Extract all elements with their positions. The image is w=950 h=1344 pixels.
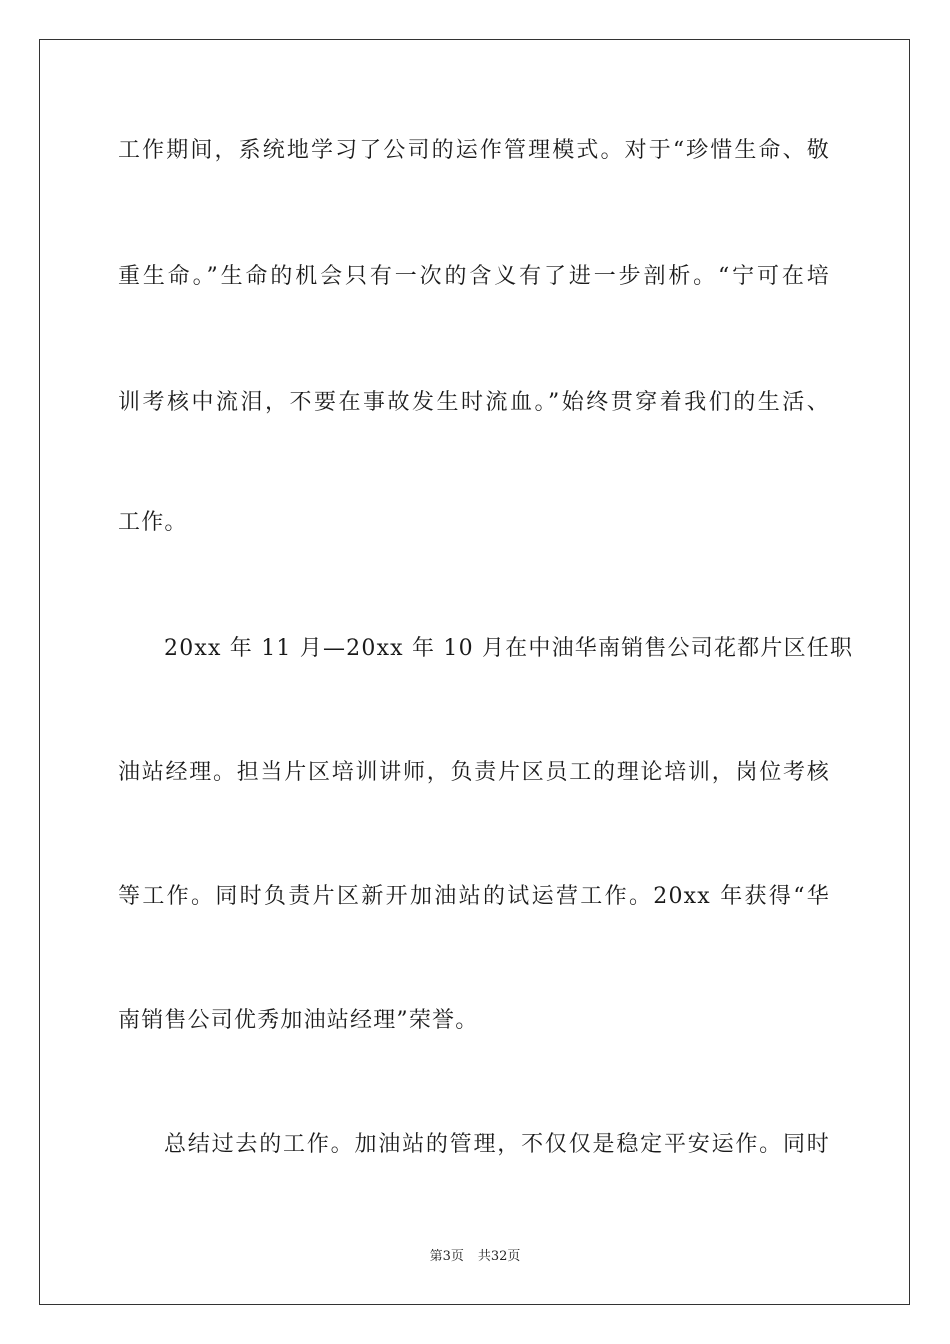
body-line-5: 20xx 年 11 月—20xx 年 10 月在中油华南销售公司花都片区任职 bbox=[164, 636, 854, 661]
body-line-2: 重生命。”生命的机会只有一次的含义有了进一步剖析。“宁可在培 bbox=[118, 264, 830, 289]
body-line-3: 训考核中流泪，不要在事故发生时流血。”始终贯穿着我们的生活、 bbox=[118, 390, 830, 415]
page-footer bbox=[0, 1248, 950, 1266]
body-line-4: 工作。 bbox=[118, 510, 188, 535]
body-line-8: 南销售公司优秀加油站经理”荣誉。 bbox=[118, 1008, 479, 1033]
page-number: 第3页 bbox=[429, 1249, 464, 1264]
body-line-6: 油站经理。担当片区培训讲师，负责片区员工的理论培训，岗位考核 bbox=[118, 760, 830, 785]
body-line-7: 等工作。同时负责片区新开加油站的试运营工作。20xx 年获得“华 bbox=[118, 884, 830, 909]
body-line-1: 工作期间，系统地学习了公司的运作管理模式。对于“珍惜生命、敬 bbox=[118, 138, 830, 163]
body-line-9: 总结过去的工作。加油站的管理，不仅仅是稳定平安运作。同时 bbox=[164, 1132, 830, 1157]
page-total: 共32页 bbox=[477, 1249, 521, 1264]
page-border bbox=[39, 39, 910, 1305]
